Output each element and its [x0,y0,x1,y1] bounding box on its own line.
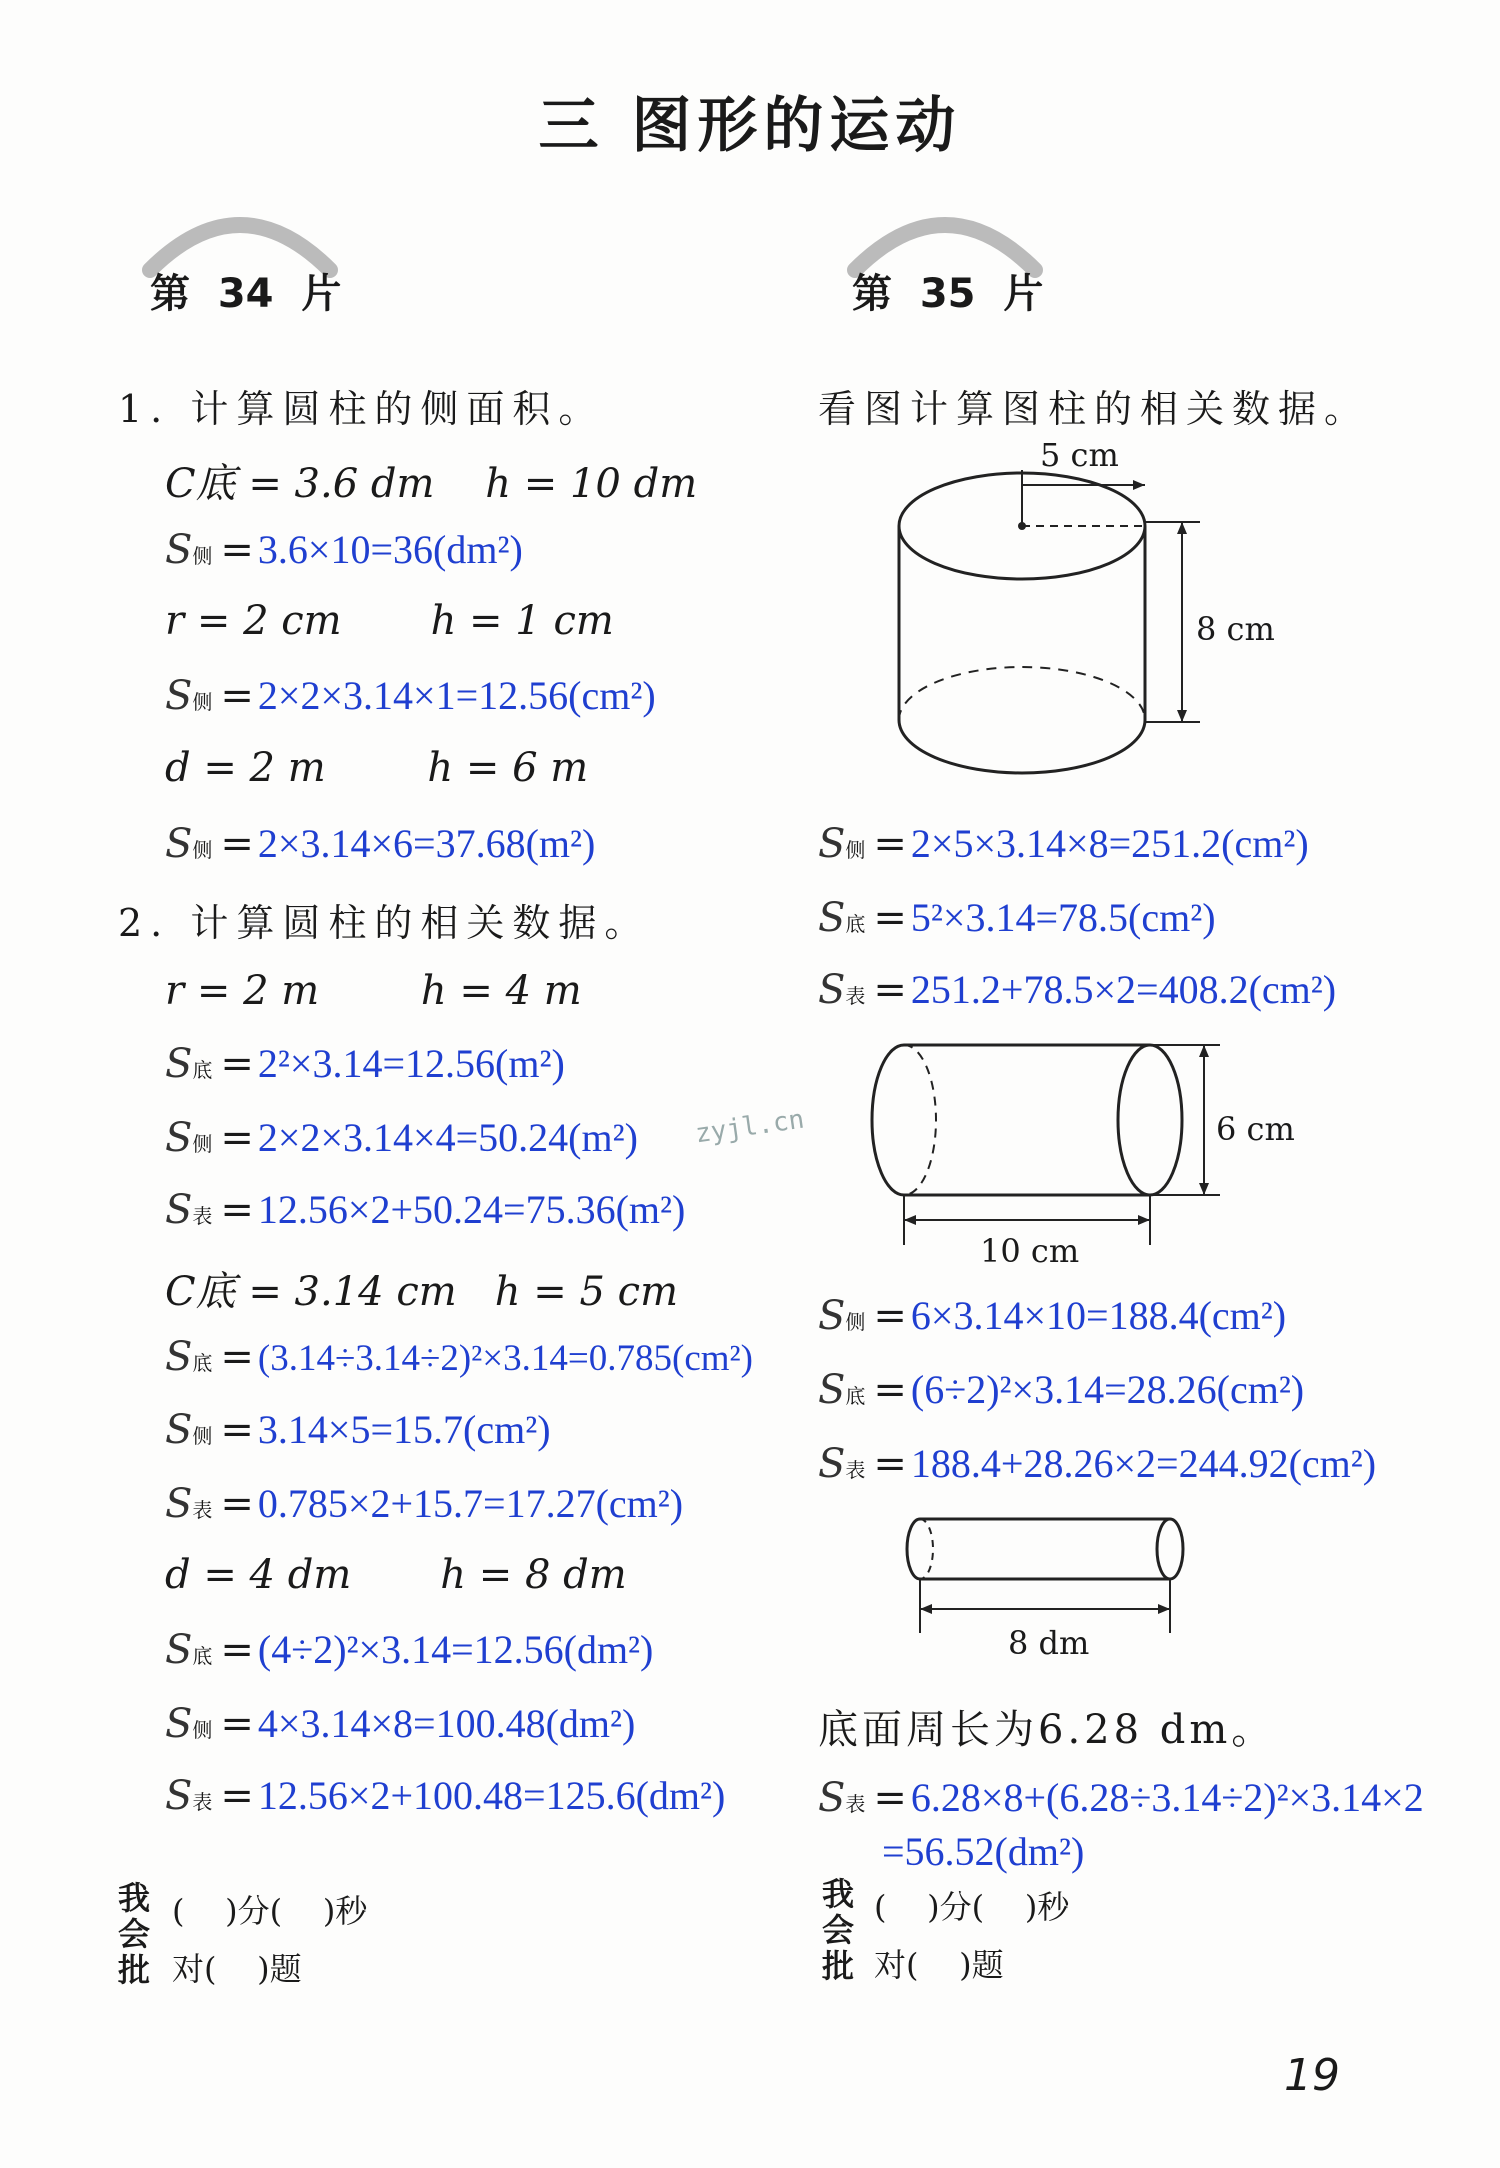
answer-continuation: =56.52(dm²) [882,1829,1085,1874]
grading-correct-right: 对( )题 [874,1946,1004,1984]
answer-line: S 侧 = 4×3.14×8=100.48(dm²) [165,1701,636,1747]
page-number: 19 [1284,2050,1340,2101]
answer-line: S 表 = 0.785×2+15.7=17.27(cm²) [165,1481,684,1527]
answer-line: S 表 = 188.4+28.26×2=244.92(cm²) [818,1441,1377,1487]
length-label: 10 cm [980,1232,1080,1270]
question-2-title: 2. 计算圆柱的相关数据。 [118,901,651,945]
right-question-title: 看图计算图柱的相关数据。 [818,387,1371,431]
given-2a: r = 2 m h = 4 m [165,968,582,1014]
answer-line: S 侧 = 3.14×5=15.7(cm²) [165,1407,551,1453]
answer-line: S 表 = 12.56×2+100.48=125.6(dm²) [165,1773,726,1819]
answer-line: S 侧 = 6×3.14×10=188.4(cm²) [818,1293,1287,1339]
grading-label-left: 我 会 批 [117,1879,150,1989]
radius-label: 5 cm [1040,436,1119,474]
answer-line: S 底 = (6÷2)²×3.14=28.26(cm²) [818,1367,1305,1413]
answer-line: S 侧 = 2×3.14×6=37.68(m²) [165,821,596,867]
answer-line: S 底 = 2²×3.14=12.56(m²) [165,1041,565,1087]
given-2c: d = 4 dm h = 8 dm [165,1552,627,1598]
height-label: 8 cm [1196,610,1275,648]
answer-line: S 侧 = 3.6×10=36(dm²) [165,527,523,573]
answer-line: S 表 = 251.2+78.5×2=408.2(cm²) [818,967,1337,1013]
grading-label-right: 我 会 批 [821,1875,854,1985]
section-label-right: 第 35 片 [852,271,1044,317]
answer-line: S 底 = (4÷2)²×3.14=12.56(dm²) [165,1627,654,1673]
answer-line: S 表 = 12.56×2+50.24=75.36(m²) [165,1187,686,1233]
grading-time-right: ( )分( )秒 [874,1888,1070,1926]
given-1b: r = 2 cm h = 1 cm [165,598,614,644]
given-1c: d = 2 m h = 6 m [165,745,589,791]
answer-line: S 侧 = 2×2×3.14×1=12.56(cm²) [165,673,656,719]
answer-line: S 底 = 5²×3.14=78.5(cm²) [818,895,1216,941]
length-label-3: 8 dm [1008,1624,1090,1662]
given-2b: C底 = 3.14 cm h = 5 cm [165,1269,679,1315]
answer-line: S 侧 = 2×2×3.14×4=50.24(m²) [165,1115,638,1161]
given-1a: C底 = 3.6 dm h = 10 dm [165,461,698,507]
grading-correct-left: 对( )题 [172,1950,302,1988]
page-title: 三 图形的运动 [538,91,962,161]
answer-line: S 底 = (3.14÷3.14÷2)²×3.14=0.785(cm²) [165,1334,753,1380]
question-1-title: 1. 计算圆柱的侧面积。 [118,387,605,431]
watermark: zyjl.cn [693,1104,807,1150]
answer-line: S 侧 = 2×5×3.14×8=251.2(cm²) [818,821,1309,867]
section-label-left: 第 34 片 [150,271,342,317]
diameter-label: 6 cm [1216,1110,1295,1148]
note-text: 底面周长为6.28 dm。 [818,1707,1276,1753]
grading-time-left: ( )分( )秒 [172,1892,368,1930]
answer-line: S 表 = 6.28×8+(6.28÷3.14÷2)²×3.14×2 [818,1775,1424,1821]
